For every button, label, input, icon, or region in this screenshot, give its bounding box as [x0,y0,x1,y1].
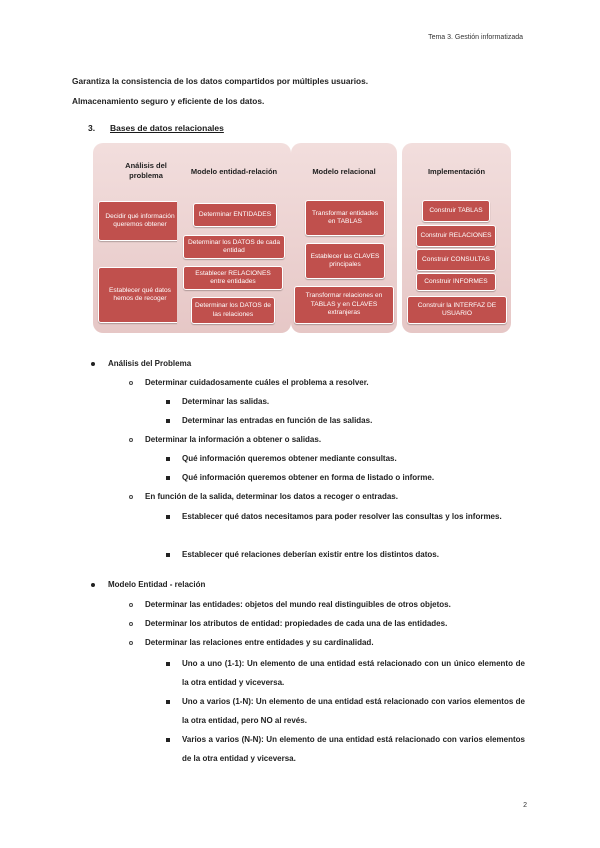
outline-item: En función de la salida, determinar los datos a recoger o entradas. [145,492,398,501]
diagram-box: Transformar entidades en TABLAS [305,200,385,236]
column-title: Análisis del problema [125,161,167,180]
outline-subitem: Varios a varios (N-N): Un elemento de una entidad está relacionado con varios elementos de la otra entidad y viceversa. [182,735,525,763]
outline-item: Determinar cuidadosamente cuáles el problema a resolver. [145,378,369,387]
diagram-box: Determinar los DATOS de las relaciones [191,297,275,324]
diagram-box: Construir RELACIONES [416,225,496,247]
diagram-box: Construir TABLAS [422,200,490,222]
diagram-column-relacional [291,143,397,333]
bullet-marker [129,495,133,499]
column-title: Implementación [427,167,486,176]
diagram-box: Determinar ENTIDADES [193,203,277,227]
bullet-marker [129,603,133,607]
outline-subitem: Uno a uno (1-1): Un elemento de una entidad está relacionado con un único elemento de la otra entidad y viceversa. [182,659,525,687]
bullet-marker [166,400,170,404]
outline-heading-modelo: Modelo Entidad - relación [108,580,206,589]
section-title: Bases de datos relacionales [110,123,224,133]
bullet-marker [129,622,133,626]
outline-subitem: Establecer qué datos necesitamos para poder resolver las consultas y los informes. [182,512,502,521]
diagram-box: Decidir qué información queremos obtener [98,201,182,241]
outline-subitem: Determinar las salidas. [182,397,270,406]
section-number: 3. [88,123,96,133]
diagram-box: Construir CONSULTAS [416,249,496,271]
outline-subitem: Qué información queremos obtener en forma de listado o informe. [182,473,435,482]
bullet-marker [129,438,133,442]
bullet-marker [129,381,133,385]
bullet-marker [166,457,170,461]
page-header: Tema 3. Gestión informatizada [428,34,523,41]
bullet-marker [166,738,170,742]
bullet-marker [91,362,95,366]
bullet-marker [166,700,170,704]
process-diagram [93,143,511,337]
outline-item: Determinar las relaciones entre entidades y su cardinalidad. [145,638,374,647]
diagram-box: Establecer las CLAVES principales [305,243,385,279]
bullet-marker [166,515,170,519]
diagram-box: Transformar relaciones en TABLAS y en CLAVES extranjeras [294,286,394,324]
diagram-box: Determinar los DATOS de cada entidad [183,235,285,259]
outline-subitem: Determinar las entradas en función de las salidas. [182,416,373,425]
bullet-marker [166,476,170,480]
column-title: Modelo relacional [312,167,376,176]
diagram-column-implementacion [402,143,511,333]
page-number: 2 [523,802,527,809]
diagram-box: Establecer RELACIONES entre entidades [183,266,283,290]
outline-item: Determinar la información a obtener o salidas. [145,435,322,444]
bullet-marker [91,583,95,587]
outline-item: Determinar los atributos de entidad: propiedades de cada una de las entidades. [145,619,448,628]
bullet-marker [166,662,170,666]
bullet-marker [129,641,133,645]
intro-line-2: Almacenamiento seguro y eficiente de los datos. [72,96,265,106]
column-title: Modelo entidad-relación [190,167,278,176]
bullet-marker [166,553,170,557]
outline-subitem: Uno a varios (1-N): Un elemento de una entidad está relacionado con varios elementos de la otra entidad, pero NO al revés. [182,697,525,725]
diagram-column-entidad-relacion [177,143,291,333]
diagram-box: Establecer qué datos hemos de recoger [98,267,182,323]
outline-subitem: Qué información queremos obtener mediante consultas. [182,454,397,463]
outline-heading-analisis: Análisis del Problema [108,359,192,368]
outline-item: Determinar las entidades: objetos del mundo real distinguibles de otros objetos. [145,600,451,609]
diagram-box: Construir la INTERFAZ DE USUARIO [407,296,507,324]
intro-line-1: Garantiza la consistencia de los datos compartidos por múltiples usuarios. [72,76,368,86]
bullet-marker [166,419,170,423]
outline-subitem: Establecer qué relaciones deberían existir entre los distintos datos. [182,550,439,559]
diagram-box: Construir INFORMES [416,273,496,291]
